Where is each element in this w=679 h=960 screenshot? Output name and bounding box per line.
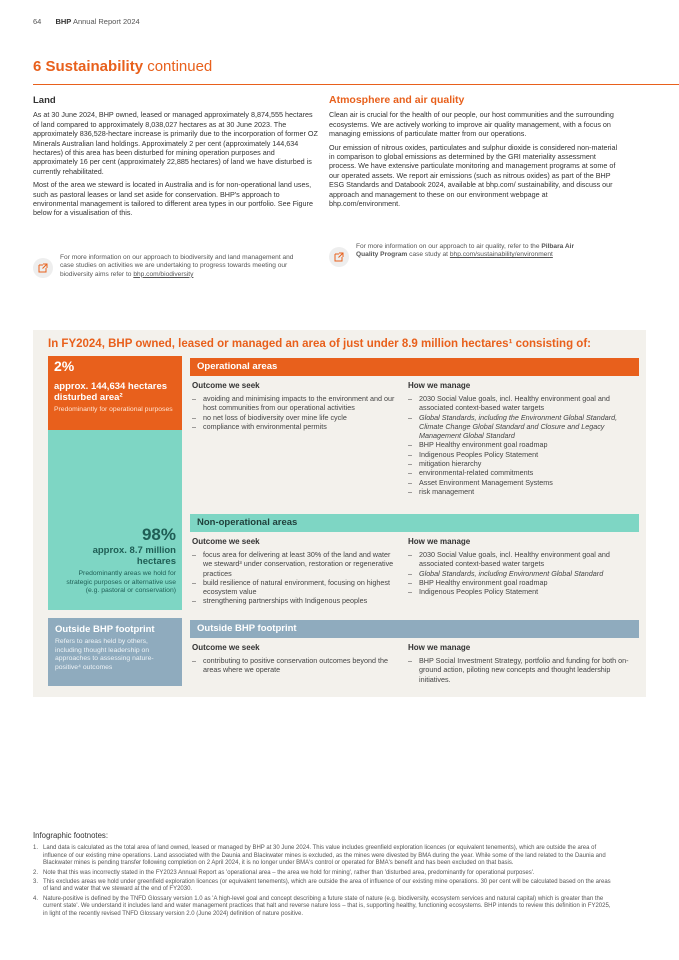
infographic-title: In FY2024, BHP owned, leased or managed an area of just under 8.9 million hectares¹ consisting of: — [48, 338, 591, 350]
list-item: – BHP Healthy environment goal roadmap — [408, 440, 633, 449]
air-section — [329, 96, 619, 212]
footnotes — [33, 832, 613, 920]
section-title: 6 Sustainability continued — [33, 58, 213, 75]
out-manage-heading: How we manage — [408, 643, 471, 652]
air-paragraph-2: Our emission of nitrous oxides, particulates and sulphur dioxide is considered non-material in comparison to global emissions as determined by the GRI materiality assessment process. We have extensive particulate monitoring and management programs at some of our operated assets. We report air emissions (such as nitrous oxides) as part of the BHP ESG Standards and Databook 2024, available at bhp.com/ sustainability, and discuss our approach and management to these on our environment webpage at bhp.com/environment. — [329, 142, 618, 209]
out-outcome-heading: Outcome we seek — [192, 643, 260, 652]
nonop-manage-list — [408, 550, 633, 596]
list-item: – build resilience of natural environment, focusing on highest ecosystem value — [192, 578, 397, 597]
list-item: – contributing to positive conservation outcomes beyond the areas where we operate — [192, 656, 397, 675]
list-item: – Global Standards, including Environment Global Standard — [408, 569, 633, 578]
outside-desc: Refers to areas held by others, including thought leadership on approaches to assessing nature-positive⁴ outcomes — [55, 638, 154, 671]
disturbed-percentage: 2% — [48, 356, 182, 376]
air-heading: Atmosphere and air quality — [329, 94, 465, 106]
section-rule — [33, 84, 679, 85]
disturbed-text — [54, 381, 180, 415]
list-item: – Indigenous Peoples Policy Statement — [408, 587, 633, 596]
environment-link[interactable]: bhp.com/sustainability/environment — [449, 251, 553, 259]
non-op-label: approx. 8.7 million hectares — [92, 545, 176, 567]
nonop-outcome-heading: Outcome we seek — [192, 537, 260, 546]
footnote: 1. Land data is calculated as the total area of land owned, leased or managed by BHP at 30 June 2024. This value includes greenfield exploration licences (or equivalent tenements), which are outside the area of influence of our existing mine operations. Land associated with the Daunia and Blackwater mines is excluded, as the mines were divested by BMA during the year. While some of the land related to the Daunia and Blackwater mines is pending transfer following completion on 2 April 2024, it is no longer under BMA's control or operated for BMA's benefit and has been excluded on that basis. — [33, 845, 606, 867]
op-outcomes-list — [192, 394, 397, 431]
outside-footprint-bar: Outside BHP footprint — [190, 620, 639, 638]
list-item: – strengthening partnerships with Indigenous peoples — [192, 596, 397, 605]
outside-block — [48, 618, 182, 686]
biodiversity-link[interactable]: bhp.com/biodiversity — [133, 270, 194, 278]
non-operational-bar: Non-operational areas — [190, 514, 639, 532]
list-item: – focus area for delivering at least 30% of the land and water we steward³ under conservation, restoration or regenerative practices — [192, 550, 397, 578]
footnote: 2. Note that this was incorrectly stated in the FY2023 Annual Report as 'operational area – the area we hold for mining', rather than 'disturbed area, predominantly for operational purposes'. — [33, 869, 535, 876]
list-item: – Indigenous Peoples Policy Statement — [408, 450, 633, 459]
op-manage-list — [408, 394, 633, 496]
land-paragraph-1: As at 30 June 2024, BHP owned, leased or managed approximately 8,874,555 hectares of land compared to approximately 8,038,027 hectares as at 30 June 2023. The approximately 836,528-hectare increase is primarily due to the incorporation of former OZ Minerals Australian land holdings. Approximately 2 per cent (approximately 144,634 hectares) of this area has been disturbed for mining operation purposes and approximately 16 per cent (approximately 22,885 hectares) of land we have disturbed is currently rehabilitated. — [33, 110, 318, 176]
footnotes-title: Infographic footnotes: — [33, 831, 108, 840]
non-op-percentage: 98% — [141, 525, 176, 544]
out-outcomes-list — [192, 656, 397, 675]
section-continued: continued — [147, 58, 213, 75]
list-item: – Asset Environment Management Systems — [408, 478, 633, 487]
brand-name: BHP — [55, 17, 72, 26]
op-outcome-heading: Outcome we seek — [192, 381, 260, 390]
nonop-manage-heading: How we manage — [408, 537, 471, 546]
page-header — [33, 17, 140, 26]
outside-label: Outside BHP footprint — [55, 624, 155, 635]
disturbed-desc: Predominantly for operational purposes — [54, 406, 173, 413]
operational-bar: Operational areas — [190, 358, 639, 376]
list-item: – compliance with environmental permits — [192, 422, 397, 431]
list-item: – no net loss of biodiversity over mine life cycle — [192, 413, 397, 422]
list-item: – 2030 Social Value goals, incl. Healthy environment goal and associated context-based water targets — [408, 394, 633, 413]
op-manage-heading: How we manage — [408, 381, 471, 390]
land-section — [33, 96, 318, 222]
list-item: – avoiding and minimising impacts to the environment and our host communities from our operational activities — [192, 394, 397, 413]
external-link-icon — [329, 247, 349, 267]
footnote: 4. Nature-positive is defined by the TNFD Glossary version 1.0 as 'A high-level goal and concept describing a future state of nature (e.g. biodiversity, ecosystem services and natural capital) which is greater than the current state'. We understand it includes land and water management practices that halt and reverse nature loss – that is, supporting healthy, functioning ecosystems. BHP intends to review this definition in FY2025, in light of the recently revised TNFD Glossary version 2.0 (June 2024) definition of nature positive. — [33, 895, 611, 917]
list-item: – BHP Social Investment Strategy, portfolio and funding for both on-ground action, piloting new concepts and thought leadership initiatives. — [408, 656, 633, 684]
list-item: – BHP Healthy environment goal roadmap — [408, 578, 633, 587]
list-item: – 2030 Social Value goals, incl. Healthy environment goal and associated context-based water targets — [408, 550, 633, 569]
disturbed-label: approx. 144,634 hectares disturbed area² — [54, 381, 168, 403]
non-op-text — [52, 525, 176, 596]
air-paragraph-1: Clean air is crucial for the health of our people, our host communities and the surrounding ecosystems. We are actively working to improve air quality management, with a focus on managing emissions of particulate matter from our operations. — [329, 110, 614, 139]
footnote: 3. This excludes areas we hold under greenfield exploration licences (or equivalent tenements), which are outside the area of influence of our existing mine operations. 30 per cent will be calculated based on the areas of land and water that we steward at the end of FY2030. — [33, 879, 611, 893]
list-item: – Global Standards, including the Environment Global Standard, Climate Change Global Standard and Closure and Legacy Management Global Standard — [408, 413, 633, 441]
land-paragraph-2: Most of the area we steward is located in Australia and is for non-operational land uses, such as pastoral leases or land set aside for conservation. BHP's approach to environmental management is tailored to different area types in our portfolio. See Figure below for a visualisation of this. — [33, 180, 313, 218]
non-op-desc: Predominantly areas we hold for strategic purposes or alternative use (e.g. pastoral or conservation) — [66, 570, 176, 595]
nonop-outcomes-list — [192, 550, 397, 606]
out-manage-list — [408, 656, 633, 684]
biodiversity-note: For more information on our approach to biodiversity and land management and case studies on activities we are undertaking to progress towards meeting our biodiversity aims refer to bhp.com/biodiversity — [33, 254, 298, 279]
list-item: – mitigation hierarchy — [408, 459, 633, 468]
report-name: Annual Report 2024 — [72, 17, 140, 26]
list-item: – environmental-related commitments — [408, 468, 633, 477]
air-quality-note: For more information on our approach to air quality, refer to the Pilbara Air Quality Program case study at bhp.com/sustainability/environment — [329, 243, 594, 260]
page-number: 64 — [33, 17, 42, 26]
external-link-icon — [33, 258, 53, 278]
list-item: – risk management — [408, 487, 633, 496]
land-heading: Land — [33, 95, 56, 106]
